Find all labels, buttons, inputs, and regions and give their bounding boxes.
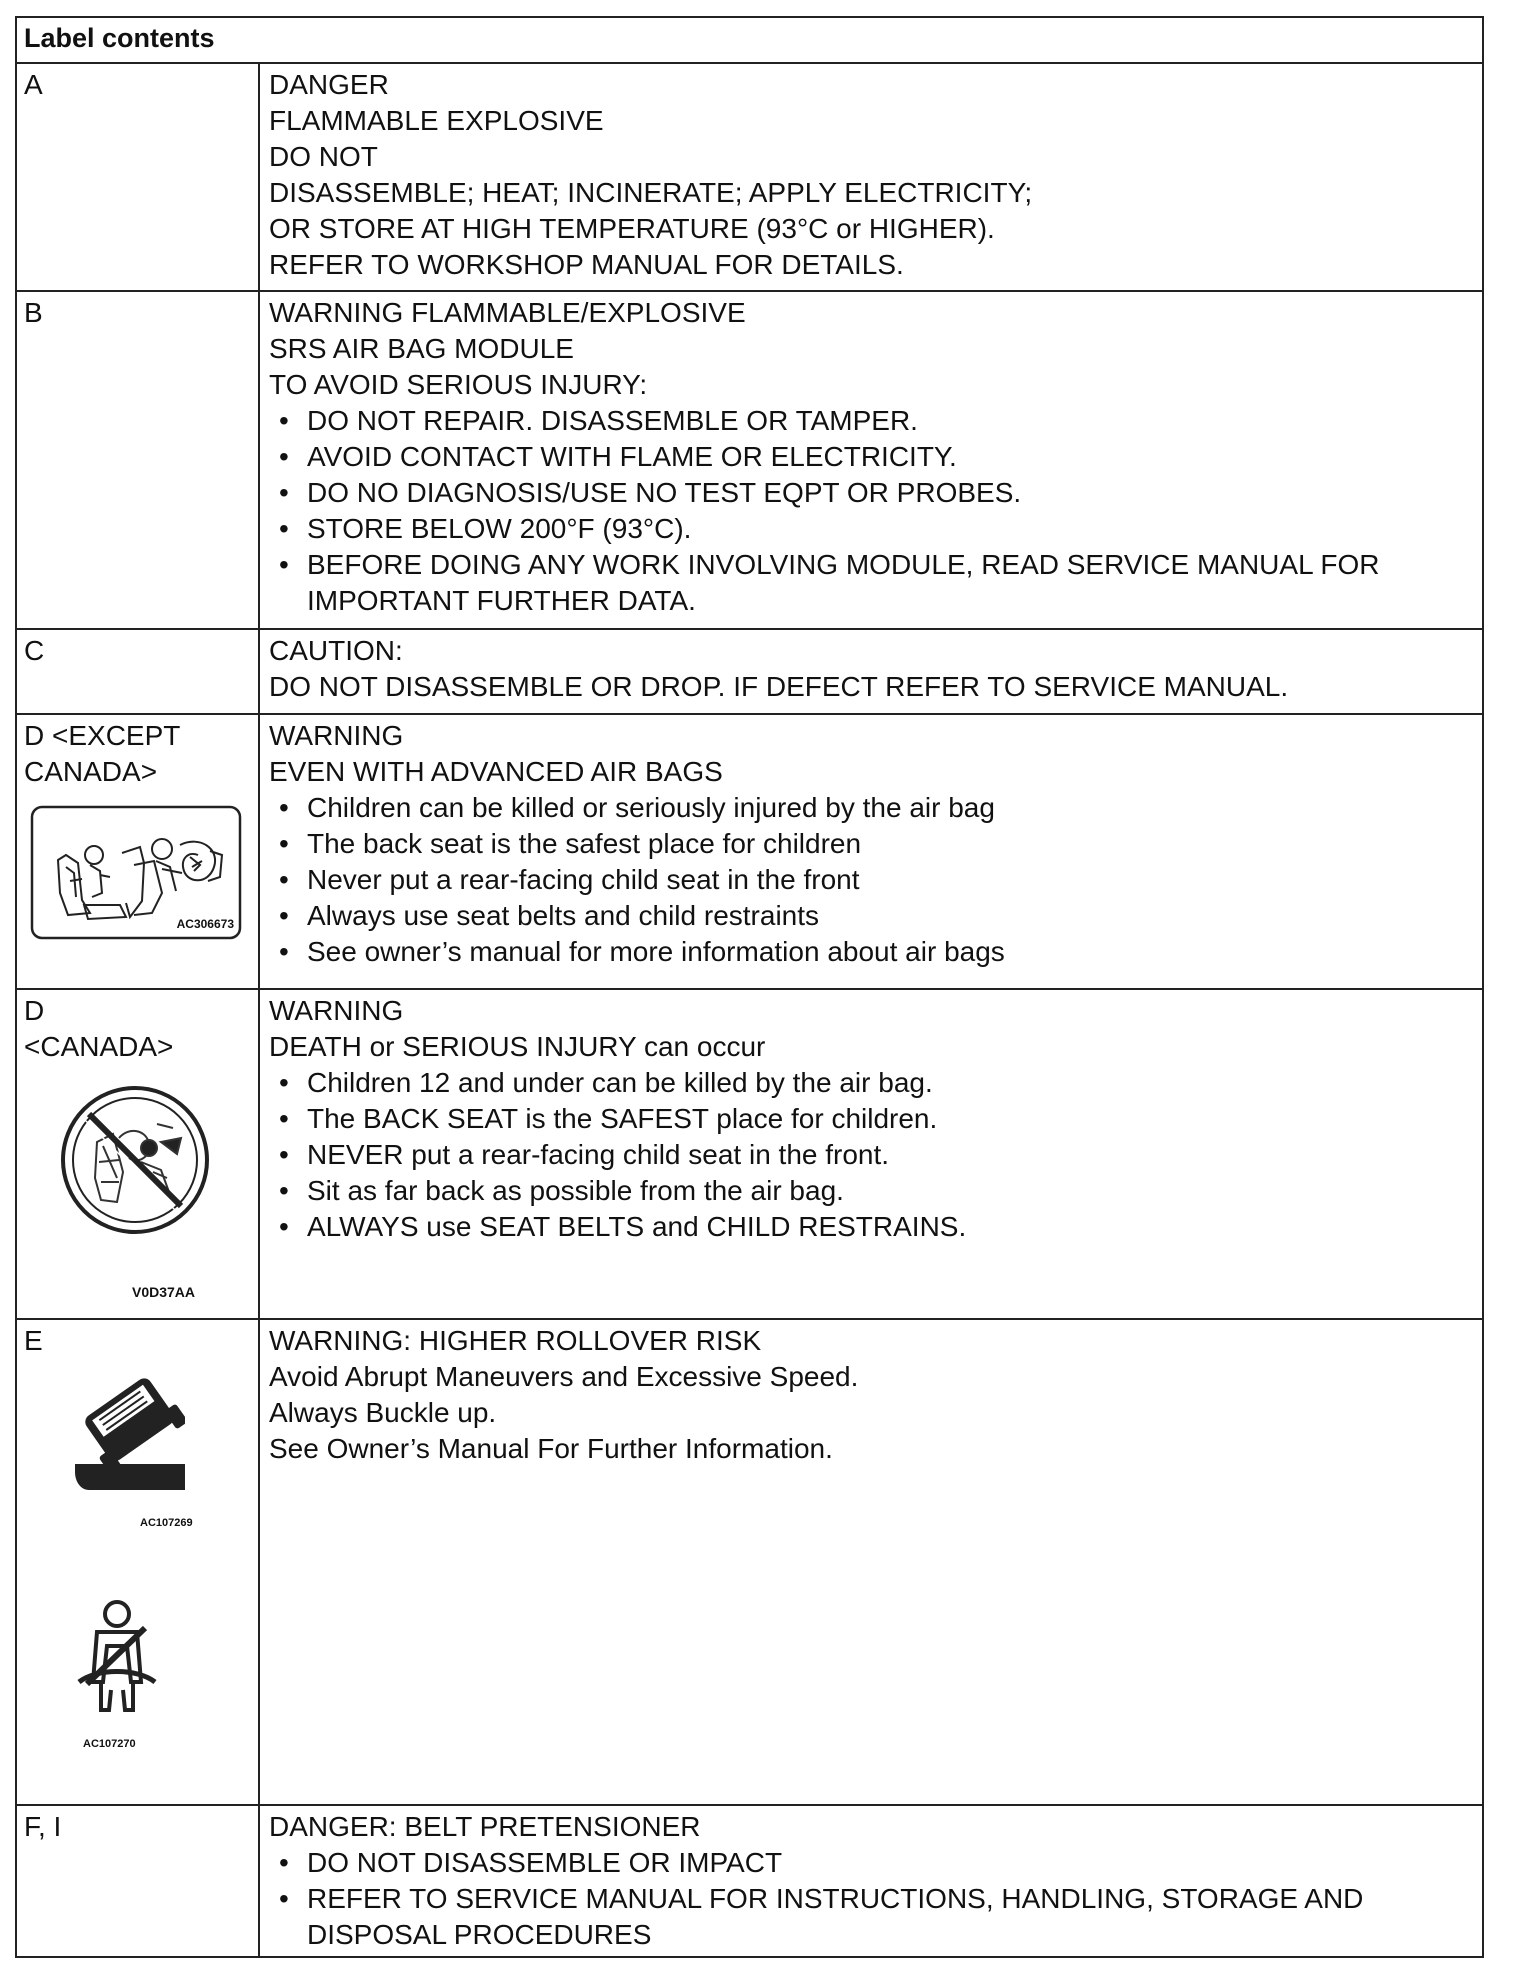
row-key-line: E	[24, 1325, 43, 1356]
row-key-e	[17, 1320, 260, 1804]
rollover-figure	[75, 1372, 245, 1542]
text-line: WARNING: HIGHER ROLLOVER RISK	[269, 1325, 762, 1356]
bullet-item: • AVOID CONTACT WITH FLAME OR ELECTRICITY.	[269, 439, 1472, 475]
text-line: DANGER	[269, 69, 389, 100]
row-key-f-i: F, I	[17, 1806, 260, 1958]
bullet-item: • Always use seat belts and child restraints	[269, 898, 1472, 934]
bullet-item: • Sit as far back as possible from the air bag.	[269, 1173, 1472, 1209]
bullet-item: • Children can be killed or seriously injured by the air bag	[269, 790, 1472, 826]
text-line: Always Buckle up.	[269, 1397, 497, 1428]
text-line: OR STORE AT HIGH TEMPERATURE (93°C or HIGHER).	[269, 213, 995, 244]
text-line: REFER TO WORKSHOP MANUAL FOR DETAILS.	[269, 249, 904, 280]
row-text-f-i	[260, 1806, 1482, 1958]
bullet-item: • Never put a rear-facing child seat in the front	[269, 862, 1472, 898]
figure-code: AC107269	[140, 1517, 193, 1529]
bullet-item: • BEFORE DOING ANY WORK INVOLVING MODULE, READ SERVICE MANUAL FOR IMPORTANT FURTHER DATA.	[269, 547, 1472, 619]
bullet-item: • Children 12 and under can be killed by the air bag.	[269, 1065, 1472, 1101]
text-line: See Owner’s Manual For Further Information.	[269, 1433, 833, 1464]
text-line: WARNING	[269, 995, 404, 1026]
text-line: SRS AIR BAG MODULE	[269, 333, 574, 364]
text-line: EVEN WITH ADVANCED AIR BAGS	[269, 756, 723, 787]
figure-code: AC107270	[83, 1738, 136, 1750]
row-key-line: CANADA>	[24, 756, 158, 787]
bullet-list	[269, 1845, 1472, 1953]
row-text-c	[260, 630, 1482, 713]
bullet-item: • The BACK SEAT is the SAFEST place for children.	[269, 1101, 1472, 1137]
row-text-a	[260, 64, 1482, 290]
bullet-item: • DO NOT DISASSEMBLE OR IMPACT	[269, 1845, 1472, 1881]
bullet-item: • See owner’s manual for more information about air bags	[269, 934, 1472, 970]
bullet-item: • STORE BELOW 200°F (93°C).	[269, 511, 1472, 547]
bullet-item: • REFER TO SERVICE MANUAL FOR INSTRUCTIONS, HANDLING, STORAGE AND DISPOSAL PROCEDURES	[269, 1881, 1472, 1953]
text-line: DANGER: BELT PRETENSIONER	[269, 1811, 701, 1842]
seatbelt-person-icon	[75, 1598, 165, 1718]
row-text-e	[260, 1320, 1482, 1804]
row-key-line: <CANADA>	[24, 1031, 174, 1062]
text-line: DO NOT DISASSEMBLE OR DROP. IF DEFECT REFER TO SERVICE MANUAL.	[269, 671, 1289, 702]
no-rear-facing-seat-icon	[57, 1082, 217, 1242]
table-row-d-except-canada	[17, 715, 1482, 990]
bullet-item: • The back seat is the safest place for children	[269, 826, 1472, 862]
row-key-line: D <EXCEPT	[24, 720, 181, 751]
text-line: DISASSEMBLE; HEAT; INCINERATE; APPLY ELECTRICITY;	[269, 177, 1033, 208]
text-line: TO AVOID SERIOUS INJURY:	[269, 369, 648, 400]
table-row-e	[17, 1320, 1482, 1806]
bullet-list	[269, 1065, 1472, 1245]
text-line: WARNING	[269, 720, 404, 751]
bullet-list	[269, 403, 1472, 619]
row-key-b: B	[17, 292, 260, 628]
row-key-c: C	[17, 630, 260, 713]
figure-code: V0D37AA	[132, 1284, 196, 1300]
rollover-vehicle-icon	[75, 1372, 185, 1492]
text-line: Avoid Abrupt Maneuvers and Excessive Speed.	[269, 1361, 859, 1392]
table-row-a	[17, 64, 1482, 292]
label-contents-table	[15, 16, 1484, 1958]
bullet-item: • ALWAYS use SEAT BELTS and CHILD RESTRAINS.	[269, 1209, 1472, 1245]
row-key-d-except-canada	[17, 715, 260, 988]
row-text-d-except-canada	[260, 715, 1482, 988]
text-line: DEATH or SERIOUS INJURY can occur	[269, 1031, 766, 1062]
no-rear-facing-seat-figure	[57, 1082, 237, 1300]
bullet-item: • DO NO DIAGNOSIS/USE NO TEST EQPT OR PROBES.	[269, 475, 1472, 511]
airbag-child-seat-figure	[30, 805, 242, 940]
figure-code: AC306673	[176, 917, 234, 931]
row-text-d-canada	[260, 990, 1482, 1318]
row-text-b	[260, 292, 1482, 628]
text-line: CAUTION:	[269, 635, 403, 666]
table-row-c	[17, 630, 1482, 715]
bullet-item: • NEVER put a rear-facing child seat in the front.	[269, 1137, 1472, 1173]
table-row-d-canada	[17, 990, 1482, 1320]
row-key-line: D	[24, 995, 45, 1026]
text-line: FLAMMABLE EXPLOSIVE	[269, 105, 604, 136]
bullet-list	[269, 790, 1472, 970]
row-key-a: A	[17, 64, 260, 290]
table-header: Label contents	[17, 18, 1482, 64]
table-row-b	[17, 292, 1482, 630]
text-line: DO NOT	[269, 141, 378, 172]
table-row-f-i	[17, 1806, 1482, 1958]
bullet-item: • DO NOT REPAIR. DISASSEMBLE OR TAMPER.	[269, 403, 1472, 439]
row-key-d-canada	[17, 990, 260, 1318]
seatbelt-figure	[75, 1598, 245, 1768]
text-line: WARNING FLAMMABLE/EXPLOSIVE	[269, 297, 746, 328]
